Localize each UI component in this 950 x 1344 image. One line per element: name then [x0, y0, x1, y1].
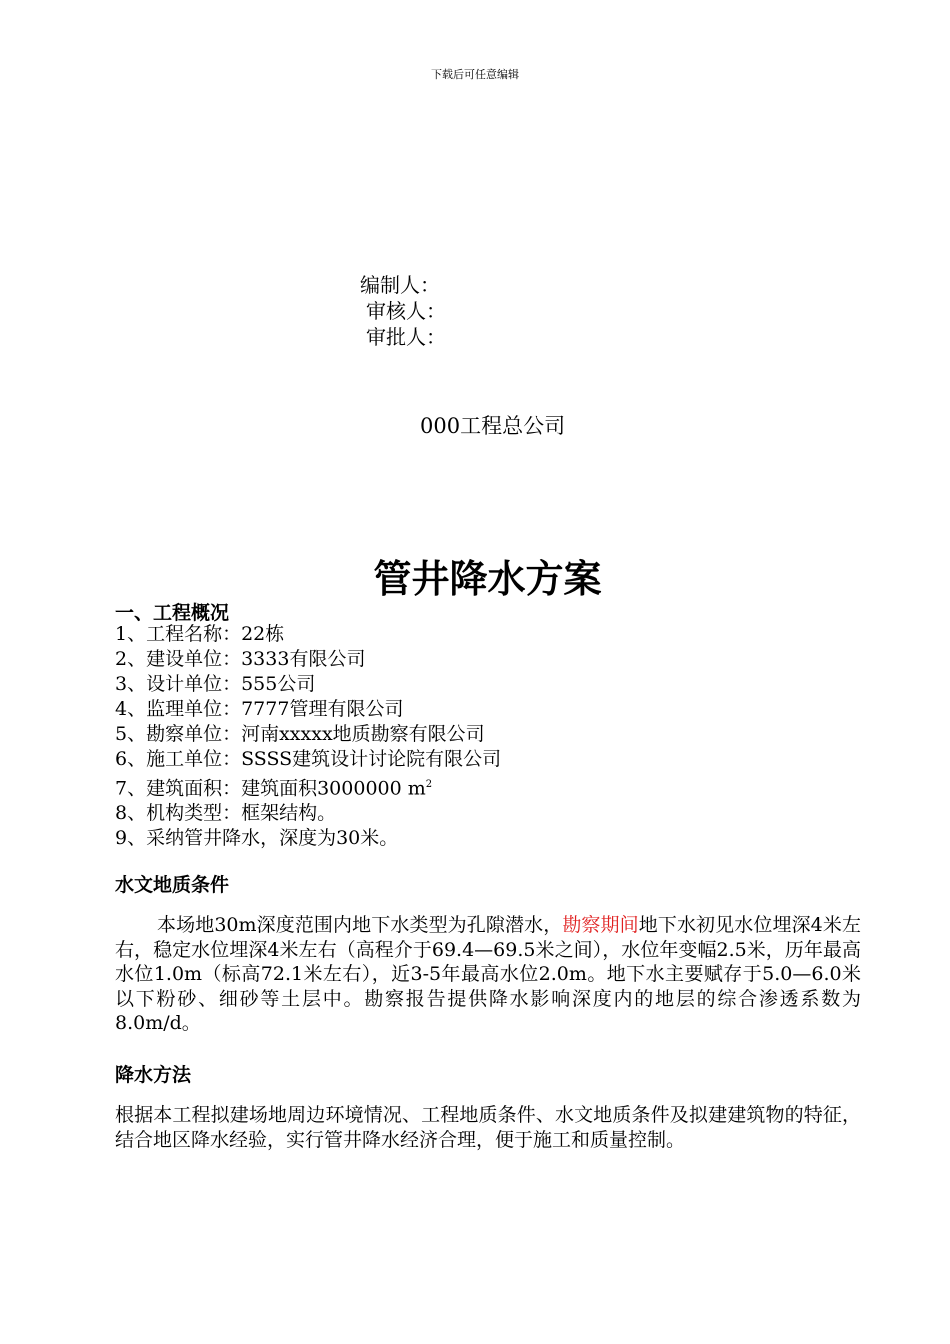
overview-item: 5、勘察单位：河南xxxxx地质勘察有限公司 [115, 723, 485, 745]
hydro-highlight: 勘察期间 [562, 914, 639, 936]
hydro-text-1: 本场地30m深度范围内地下水类型为孔隙潜水， [157, 914, 563, 936]
hydro-text-2: 地下水初见水位埋深4米左右，稳定水位埋深4米左右（高程介于69.4—69.5米之间），水位年变幅2.5米，历年最高水位1.0m（标高72.1米左右），近3-5年最高水位2.0m。地下水主要赋存于5.0—6.0米以下粉砂、细砂等土层中。勘察报告提供降水影响深度内的地层的综合渗透系数为8.0m/d。 [115, 914, 861, 1034]
overview-item: 2、建设单位：3333有限公司 [115, 648, 366, 670]
area-text: 7、建筑面积：建筑面积3000000 m [115, 777, 426, 800]
overview-list [115, 622, 501, 851]
header-note: 下载后可任意编辑 [431, 68, 519, 81]
overview-item: 6、施工单位：SSSS建筑设计讨论院有限公司 [115, 748, 502, 770]
overview-item-area [115, 772, 501, 801]
overview-item: 4、监理单位：7777管理有限公司 [115, 698, 404, 720]
overview-item: 3、设计单位：555公司 [115, 673, 316, 695]
approver-label: 审批人： [366, 325, 446, 349]
section-heading-overview: 一、工程概况 [115, 602, 230, 624]
section-heading-hydrogeology: 水文地质条件 [115, 874, 230, 896]
section-heading-method: 降水方法 [115, 1064, 192, 1086]
area-unit-superscript: 2 [425, 779, 433, 790]
reviewer-label: 审核人： [366, 299, 446, 323]
overview-item: 9、采纳管井降水，深度为30米。 [115, 827, 399, 850]
overview-item: 8、机构类型：框架结构。 [115, 802, 337, 825]
document-title: 管井降水方案 [373, 557, 602, 601]
overview-item: 1、工程名称：22栋 [115, 623, 285, 645]
hydrogeology-paragraph [115, 913, 861, 1036]
company-name: 000工程总公司 [420, 414, 566, 438]
method-paragraph: 根据本工程拟建场地周边环境情况、工程地质条件、水文地质条件及拟建建筑物的特征，结合地区降水经验，实行管井降水经济合理，便于施工和质量控制。 [115, 1104, 861, 1151]
compiler-label: 编制人： [360, 273, 440, 297]
